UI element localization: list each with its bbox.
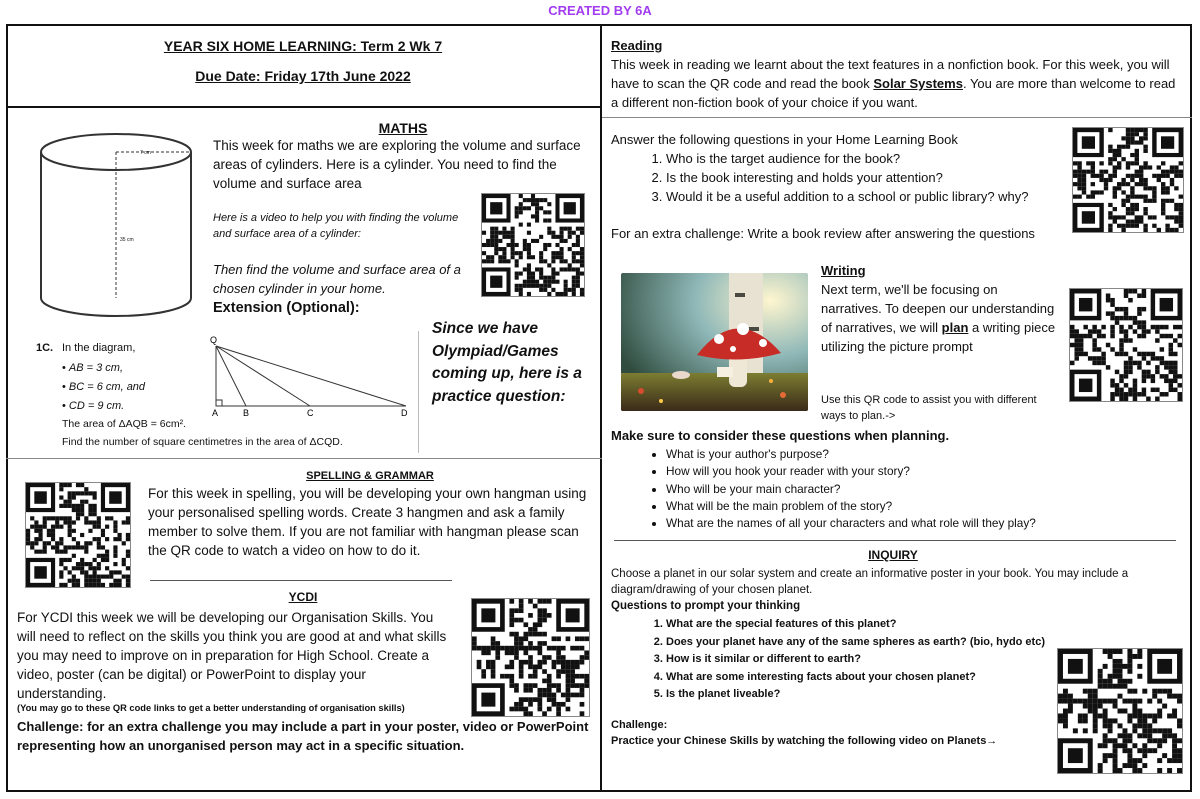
ycdi-qr-code[interactable] bbox=[471, 598, 590, 717]
maths-video-text: Here is a video to help you with finding the volume and surface area of a cylinder: bbox=[213, 212, 459, 240]
label-d: D bbox=[401, 408, 408, 418]
writing-question: • How will you hook your reader with your story? bbox=[666, 463, 1146, 480]
maths-intro: This week for maths we are exploring the volume and surface areas of cylinders. Here is a cylinder. You need to find the volume and surface area bbox=[213, 138, 581, 191]
inquiry-challenge-label: Challenge: bbox=[611, 719, 668, 731]
reading-answer-prompt: Answer the following questions in your Home Learning Book bbox=[611, 132, 958, 147]
question-number: 1C. bbox=[36, 342, 54, 354]
ycdi-text: For YCDI this week we will be developing our Organisation Skills. You will need to reflect on the skills you think you are good at and what skills you may need to improve on in preparation for High School. Create a video, poster (can be digital) or PowerPoint to display your understanding. bbox=[17, 610, 447, 701]
inquiry-question: 3. How is it similar or different to earth? bbox=[666, 651, 1066, 669]
column-divider bbox=[600, 24, 602, 792]
plan-word: plan bbox=[941, 320, 969, 335]
reading-top-divider bbox=[602, 117, 1192, 118]
writing-question: • What are the names of all your characters and what role will they play? bbox=[666, 515, 1146, 532]
given-bc: • BC = 6 cm, and bbox=[62, 381, 146, 393]
maths-divider bbox=[6, 458, 602, 459]
ycdi-note: (You may go to these QR code links to get a better understanding of organisation skills) bbox=[17, 703, 405, 713]
mushroom-reading-illustration bbox=[621, 273, 808, 411]
writing-text: Next term, we'll be focusing on narratives. To deepen our understanding of narratives, we will plan a writing piece utilizing the picture prompt bbox=[821, 282, 1056, 354]
spelling-divider bbox=[150, 580, 452, 581]
due-date: Due Date: Friday 17th June 2022 bbox=[195, 68, 411, 84]
writing-divider bbox=[614, 540, 1176, 541]
given-ab: • AB = 3 cm, bbox=[62, 362, 124, 374]
inquiry-prompt: Questions to prompt your thinking bbox=[611, 600, 801, 612]
ycdi-challenge: Challenge: for an extra challenge you may include a part in your poster, video or PowerPoint representing how an unorganised person may act in a specific situation. bbox=[17, 719, 589, 753]
cylinder-height-label: 35 cm bbox=[120, 237, 134, 243]
reading-question: 2. Is the book interesting and holds your attention? bbox=[666, 168, 1086, 187]
maths-title: MATHS bbox=[378, 120, 428, 136]
maths-video-qr-code[interactable] bbox=[481, 193, 585, 297]
inquiry-question: 2. Does your planet have any of the same spheres as earth? (bio, hydo etc) bbox=[666, 634, 1066, 652]
label-b: B bbox=[243, 408, 250, 418]
cylinder-radius-label: 7 cm bbox=[140, 150, 151, 156]
writing-consider: Make sure to consider these questions when planning. bbox=[611, 428, 950, 443]
writing-questions bbox=[652, 446, 1146, 532]
writing-question: • What is your author's purpose? bbox=[666, 446, 1146, 463]
inquiry-question: 1. What are the special features of this planet? bbox=[666, 616, 1066, 634]
writing-qr-note: Use this QR code to assist you with different ways to plan.-> bbox=[821, 394, 1037, 422]
writing-picture-prompt bbox=[621, 273, 808, 411]
question-area: The area of ΔAQB = 6cm². bbox=[62, 418, 187, 430]
inquiry-intro: Choose a planet in our solar system and create an informative poster in your book. You may include a diagram/drawing of your chosen planet. bbox=[611, 568, 1129, 596]
label-a: A bbox=[212, 408, 219, 418]
reading-question: 3. Would it be a useful addition to a school or public library? why? bbox=[666, 187, 1086, 206]
inquiry-qr-code[interactable] bbox=[1057, 648, 1183, 774]
header-divider bbox=[6, 106, 602, 108]
label-q: Q bbox=[210, 335, 218, 345]
inquiry-challenge: Practice your Chinese Skills by watching the following video on Planets→ bbox=[611, 735, 998, 747]
question-find: Find the number of square centimetres in the area of ΔCQD. bbox=[62, 436, 343, 448]
created-by-banner: CREATED BY 6A bbox=[548, 3, 652, 18]
spelling-qr-code[interactable] bbox=[25, 482, 131, 588]
inquiry-title: INQUIRY bbox=[868, 548, 918, 562]
reading-question: 1. Who is the target audience for the book? bbox=[666, 149, 1086, 168]
cylinder-diagram bbox=[30, 126, 202, 326]
inquiry-question: 4. What are some interesting facts about your chosen planet? bbox=[666, 669, 1066, 687]
book-title: Solar Systems bbox=[873, 76, 963, 91]
writing-question: • Who will be your main character? bbox=[666, 481, 1146, 498]
given-cd: • CD = 9 cm. bbox=[62, 400, 125, 412]
inquiry-question: 5. Is the planet liveable? bbox=[666, 686, 1066, 704]
writing-question: • What will be the main problem of the story? bbox=[666, 498, 1146, 515]
writing-title: Writing bbox=[821, 263, 866, 278]
writing-qr-code[interactable] bbox=[1069, 288, 1183, 402]
spelling-text: For this week in spelling, you will be developing your own hangman using your personalised spelling words. Create 3 hangmen and ask a family member to solve them. If you are not familiar with hangman please scan the QR code to watch a video on how to do it. bbox=[148, 486, 587, 558]
olympiad-note: Since we have Olympiad/Games coming up, here is a practice question: bbox=[432, 320, 582, 405]
triangle-diagram bbox=[208, 334, 418, 420]
reading-title: Reading bbox=[611, 38, 663, 53]
reading-questions bbox=[638, 149, 1086, 206]
ycdi-title: YCDI bbox=[288, 590, 318, 604]
spelling-title: SPELLING & GRAMMAR bbox=[306, 470, 434, 482]
question-givens bbox=[62, 359, 145, 416]
label-c: C bbox=[307, 408, 314, 418]
inquiry-questions bbox=[636, 616, 1066, 704]
maths-extension: Extension (Optional): bbox=[213, 300, 360, 316]
reading-extra: For an extra challenge: Write a book review after answering the questions bbox=[611, 226, 1035, 241]
question-lead: In the diagram, bbox=[62, 342, 136, 354]
reading-qr-code[interactable] bbox=[1072, 127, 1184, 233]
maths-then-text: Then find the volume and surface area of a chosen cylinder in your home. bbox=[213, 262, 461, 296]
page-title: YEAR SIX HOME LEARNING: Term 2 Wk 7 bbox=[163, 38, 443, 54]
reading-intro: This week in reading we learnt about the text features in a nonfiction book. For this week, you will have to scan the QR code and read the book Solar Systems. You are more than welcome to read a different non-fiction book of your choice if you want. bbox=[611, 57, 1176, 110]
